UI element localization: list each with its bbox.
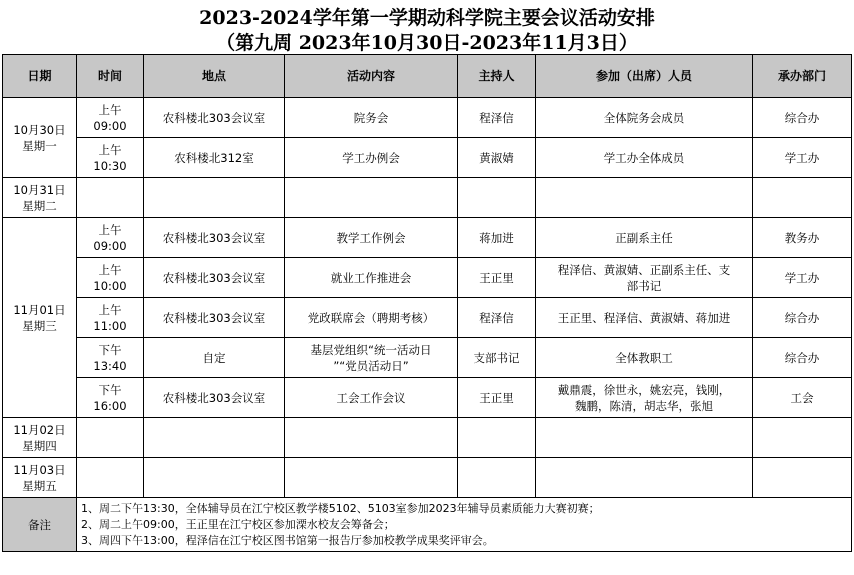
time-cell: [77, 418, 144, 458]
dept-cell: 学工办: [753, 138, 852, 178]
schedule-table: [2, 54, 852, 552]
time-cell: [77, 458, 144, 498]
time-cell: [77, 258, 144, 298]
activity-cell: [285, 338, 458, 378]
weekday-label: 星期四: [22, 438, 57, 453]
weekday-label: 星期一: [22, 138, 57, 153]
location-cell: 农科楼北303会议室: [144, 98, 285, 138]
location-cell: [144, 458, 285, 498]
activity-cell: 工会工作会议: [285, 378, 458, 418]
activity-cell: 院务会: [285, 98, 458, 138]
header-date: 日期: [3, 55, 77, 98]
note-line: 2、周二上午09:00，王正里在江宁校区参加溧水校友会筹备会；: [81, 517, 395, 531]
period-label: 下午: [98, 342, 122, 357]
attendees-line: 戴鼎震，徐世永，姚宏亮，钱刚，: [557, 382, 731, 397]
time-label: 16:00: [93, 398, 127, 413]
period-label: 上午: [98, 262, 122, 277]
time-cell: [77, 218, 144, 258]
host-cell: 黄淑婧: [458, 138, 536, 178]
header-location: 地点: [144, 55, 285, 98]
attendees-line: 部书记: [626, 278, 662, 293]
time-cell: [77, 138, 144, 178]
attendees-cell: [536, 178, 753, 218]
header-host: 主持人: [458, 55, 536, 98]
attendees-cell: 王正里、程泽信、黄淑婧、蒋加进: [536, 298, 753, 338]
time-cell: [77, 98, 144, 138]
time-cell: [77, 178, 144, 218]
host-cell: 王正里: [458, 378, 536, 418]
dept-cell: [753, 418, 852, 458]
activity-line: ”“党员活动日”: [333, 358, 409, 373]
attendees-cell: [536, 418, 753, 458]
date-cell: [3, 418, 77, 458]
attendees-line: 魏鹏，陈清，胡志华，张旭: [575, 398, 713, 413]
attendees-cell: 正副系主任: [536, 218, 753, 258]
time-label: 10:30: [93, 158, 127, 173]
time-label: 09:00: [93, 238, 127, 253]
dept-cell: [753, 178, 852, 218]
table-row: [3, 138, 852, 178]
attendees-cell: [536, 258, 753, 298]
dept-cell: 教务办: [753, 218, 852, 258]
dept-cell: [753, 458, 852, 498]
activity-cell: [285, 178, 458, 218]
dept-cell: 工会: [753, 378, 852, 418]
weekday-label: 星期五: [22, 478, 57, 493]
date-label: 10月30日: [13, 122, 66, 137]
location-cell: 农科楼北303会议室: [144, 378, 285, 418]
weekday-label: 星期二: [22, 198, 57, 213]
date-label: 11月01日: [13, 302, 66, 317]
attendees-cell: 学工办全体成员: [536, 138, 753, 178]
time-label: 10:00: [93, 278, 127, 293]
note-line: 1、周二下午13:30，全体辅导员在江宁校区教学楼5102、5103室参加2023年辅导员素质能力大赛初赛；: [81, 501, 600, 515]
header-row: [3, 55, 852, 98]
period-label: 下午: [98, 382, 122, 397]
date-label: 11月03日: [13, 462, 66, 477]
host-cell: [458, 458, 536, 498]
table-row: [3, 338, 852, 378]
date-label: 10月31日: [13, 182, 66, 197]
host-cell: 程泽信: [458, 98, 536, 138]
time-cell: [77, 298, 144, 338]
location-cell: [144, 418, 285, 458]
page-subtitle: （第九周 2023年10月30日-2023年11月3日）: [216, 32, 638, 54]
time-label: 11:00: [93, 318, 127, 333]
location-cell: 自定: [144, 338, 285, 378]
table-row: [3, 178, 852, 218]
note-line: 3、周四下午13:00，程泽信在江宁校区图书馆第一报告厅参加校教学成果奖评审会。: [81, 533, 494, 547]
attendees-line: 程泽信、黄淑婧、正副系主任、支: [557, 262, 731, 277]
time-cell: [77, 378, 144, 418]
activity-line: 基层党组织“统一活动日: [310, 342, 432, 357]
activity-cell: 教学工作例会: [285, 218, 458, 258]
activity-cell: 党政联席会（聘期考核）: [285, 298, 458, 338]
attendees-cell: 全体院务会成员: [536, 98, 753, 138]
location-cell: [144, 178, 285, 218]
host-cell: 支部书记: [458, 338, 536, 378]
header-attendees: 参加（出席）人员: [536, 55, 753, 98]
page-title: 2023-2024学年第一学期动科学院主要会议活动安排: [199, 7, 655, 29]
host-cell: 程泽信: [458, 298, 536, 338]
weekday-label: 星期三: [22, 318, 57, 333]
attendees-cell: [536, 458, 753, 498]
activity-cell: 就业工作推进会: [285, 258, 458, 298]
date-label: 11月02日: [13, 422, 66, 437]
time-label: 13:40: [93, 358, 127, 373]
date-cell: [3, 218, 77, 418]
attendees-cell: 全体教职工: [536, 338, 753, 378]
location-cell: 农科楼北303会议室: [144, 258, 285, 298]
host-cell: [458, 178, 536, 218]
table-row: [3, 98, 852, 138]
location-cell: 农科楼北303会议室: [144, 298, 285, 338]
activity-cell: [285, 458, 458, 498]
table-row: [3, 458, 852, 498]
host-cell: 王正里: [458, 258, 536, 298]
time-label: 09:00: [93, 118, 127, 133]
host-cell: 蒋加进: [458, 218, 536, 258]
period-label: 上午: [98, 142, 122, 157]
dept-cell: 学工办: [753, 258, 852, 298]
table-row: [3, 418, 852, 458]
table-row: [3, 378, 852, 418]
time-cell: [77, 338, 144, 378]
activity-cell: [285, 418, 458, 458]
dept-cell: 综合办: [753, 338, 852, 378]
table-row: [3, 298, 852, 338]
notes-label: 备注: [3, 498, 77, 552]
header-activity: 活动内容: [285, 55, 458, 98]
dept-cell: 综合办: [753, 98, 852, 138]
attendees-cell: [536, 378, 753, 418]
location-cell: 农科楼北312室: [144, 138, 285, 178]
header-time: 时间: [77, 55, 144, 98]
notes-row: [3, 498, 852, 552]
period-label: 上午: [98, 222, 122, 237]
host-cell: [458, 418, 536, 458]
period-label: 上午: [98, 102, 122, 117]
activity-cell: 学工办例会: [285, 138, 458, 178]
table-row: [3, 258, 852, 298]
period-label: 上午: [98, 302, 122, 317]
location-cell: 农科楼北303会议室: [144, 218, 285, 258]
date-cell: [3, 98, 77, 178]
notes-cell: [77, 498, 852, 552]
date-cell: [3, 178, 77, 218]
table-row: [3, 218, 852, 258]
dept-cell: 综合办: [753, 298, 852, 338]
date-cell: [3, 458, 77, 498]
header-dept: 承办部门: [753, 55, 852, 98]
